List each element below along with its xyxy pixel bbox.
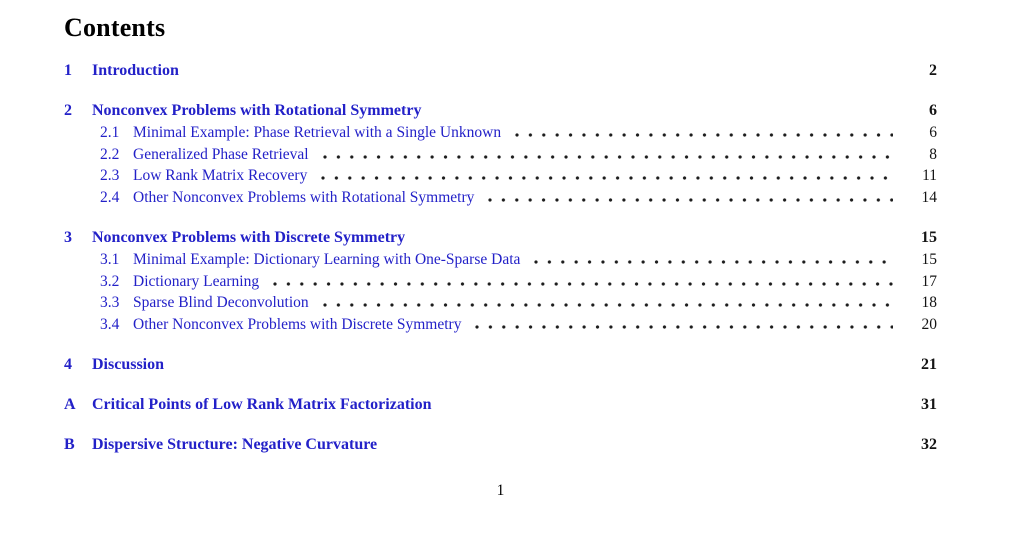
toc-entry[interactable] bbox=[64, 165, 937, 187]
toc-entry-title: Minimal Example: Dictionary Learning with One-Sparse Data bbox=[133, 250, 521, 268]
toc-entry[interactable] bbox=[64, 100, 937, 122]
toc-entry-title: Low Rank Matrix Recovery bbox=[133, 167, 308, 185]
toc-entry-title: Nonconvex Problems with Rotational Symmetry bbox=[92, 102, 422, 120]
toc-entry-title: Dispersive Structure: Negative Curvature bbox=[92, 435, 378, 453]
dot-leader bbox=[482, 190, 893, 202]
toc-list bbox=[64, 60, 937, 455]
toc-entry[interactable] bbox=[64, 314, 937, 336]
toc-entry-number: 4 bbox=[64, 356, 72, 374]
toc-entry[interactable] bbox=[64, 144, 937, 166]
toc-entry-title: Sparse Blind Deconvolution bbox=[133, 294, 309, 312]
dot-leader bbox=[187, 63, 893, 75]
toc-entry-number: 3.3 bbox=[100, 294, 120, 312]
dot-leader bbox=[528, 252, 893, 264]
toc-entry-title: Critical Points of Low Rank Matrix Factorization bbox=[92, 395, 432, 413]
toc-entry-title: Nonconvex Problems with Discrete Symmetry bbox=[92, 229, 406, 247]
toc-entry-number: 2.1 bbox=[100, 123, 120, 141]
toc-entry-page: 15 bbox=[921, 250, 937, 268]
toc-entry-number: B bbox=[64, 435, 75, 453]
dot-leader bbox=[429, 103, 893, 115]
toc-entry-page: 17 bbox=[921, 272, 937, 290]
toc-entry-number: 2.2 bbox=[100, 145, 120, 163]
toc-entry-page: 32 bbox=[921, 435, 937, 453]
toc-entry-title: Dictionary Learning bbox=[133, 272, 260, 290]
dot-leader bbox=[440, 397, 894, 409]
toc-entry-page: 6 bbox=[929, 123, 937, 141]
toc-entry-number: 3.4 bbox=[100, 316, 120, 334]
toc-entry[interactable] bbox=[64, 271, 937, 293]
toc-entry[interactable] bbox=[64, 434, 937, 456]
toc-entry[interactable] bbox=[64, 292, 937, 314]
toc-entry-page: 21 bbox=[921, 356, 937, 374]
dot-leader bbox=[385, 437, 893, 449]
dot-leader bbox=[317, 295, 893, 307]
dot-leader bbox=[317, 147, 893, 159]
contents-title: Contents bbox=[64, 13, 166, 42]
toc-entry-title: Introduction bbox=[92, 62, 179, 80]
toc-entry[interactable] bbox=[64, 122, 937, 144]
dot-leader bbox=[172, 357, 893, 369]
toc-entry-page: 18 bbox=[921, 294, 937, 312]
dot-leader bbox=[315, 168, 893, 180]
toc-entry-title: Generalized Phase Retrieval bbox=[133, 145, 309, 163]
toc-entry-page: 31 bbox=[921, 395, 937, 413]
toc-entry-page: 11 bbox=[922, 167, 937, 185]
toc-entry-number: 2.4 bbox=[100, 189, 120, 207]
toc-entry-page: 15 bbox=[921, 229, 937, 247]
toc-entry[interactable] bbox=[64, 394, 937, 416]
dot-leader bbox=[413, 230, 893, 242]
toc-entry-page: 14 bbox=[921, 189, 937, 207]
toc-entry-page: 6 bbox=[929, 102, 937, 120]
toc-entry[interactable] bbox=[64, 354, 937, 376]
toc-entry-page: 2 bbox=[929, 62, 937, 80]
dot-leader bbox=[509, 125, 893, 137]
toc-entry-number: 2 bbox=[64, 102, 72, 120]
toc-entry-title: Other Nonconvex Problems with Discrete Symmetry bbox=[133, 316, 462, 334]
toc-entry-number: 2.3 bbox=[100, 167, 120, 185]
toc-entry-number: 3.1 bbox=[100, 250, 120, 268]
dot-leader bbox=[469, 317, 893, 329]
toc-entry-title: Minimal Example: Phase Retrieval with a Single Unknown bbox=[133, 123, 502, 141]
toc-entry[interactable] bbox=[64, 187, 937, 209]
toc-entry-title: Discussion bbox=[92, 356, 165, 374]
toc-entry[interactable] bbox=[64, 249, 937, 271]
toc-entry[interactable] bbox=[64, 227, 937, 249]
dot-leader bbox=[267, 274, 893, 286]
toc-entry[interactable] bbox=[64, 60, 937, 82]
toc-entry-number: 1 bbox=[64, 62, 72, 80]
toc-entry-page: 20 bbox=[921, 316, 937, 334]
toc-entry-title: Other Nonconvex Problems with Rotational Symmetry bbox=[133, 189, 475, 207]
toc-entry-number: 3.2 bbox=[100, 272, 120, 290]
toc-entry-number: 3 bbox=[64, 229, 72, 247]
toc-entry-number: A bbox=[64, 395, 76, 413]
footer-page-number: 1 bbox=[496, 482, 505, 500]
toc-entry-page: 8 bbox=[929, 145, 937, 163]
